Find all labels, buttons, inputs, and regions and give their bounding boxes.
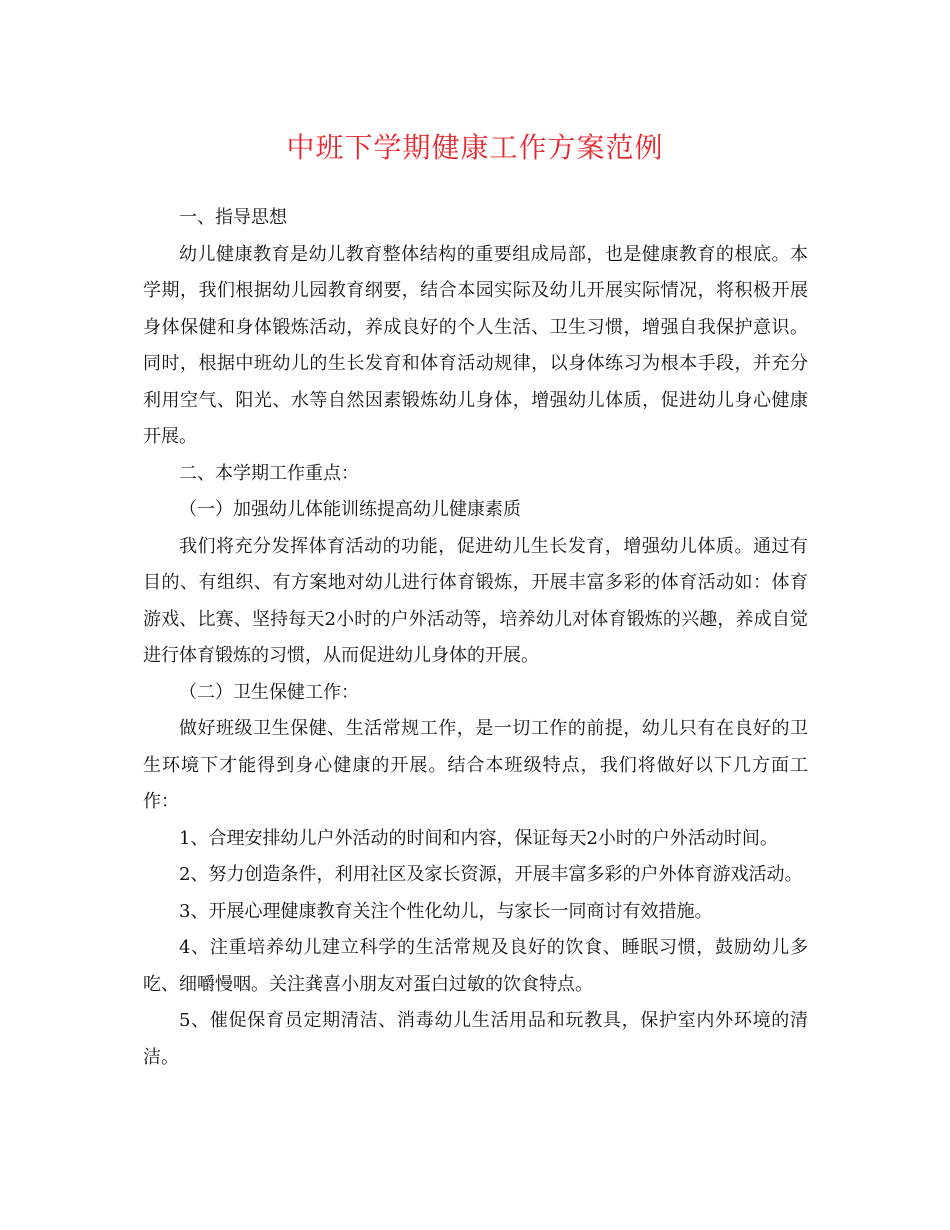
paragraph-physical-training: 我们将充分发挥体育活动的功能，促进幼儿生长发育，增强幼儿体质。通过有目的、有组织、有方案地对幼儿进行体育锻炼，开展丰富多彩的体育活动如：体育游戏、比赛、坚持每天2小时的户外活动等，培养幼儿对体育锻炼的兴趣，养成自觉进行体育锻炼的习惯，从而促进幼儿身体的开展。 [143, 535, 808, 666]
section-heading-key-work: 二、本学期工作重点： [179, 462, 359, 484]
subheading-physical-training: （一）加强幼儿体能训练提高幼儿健康素质 [179, 499, 521, 520]
list-item-4: 4、注重培养幼儿建立科学的生活常规及良好的饮食、睡眠习惯，鼓励幼儿多吃、细嚼慢咽。关注龚喜小朋友对蛋白过敏的饮食特点。 [143, 937, 808, 995]
section-heading-guiding-ideology: 一、指导思想 [179, 207, 287, 228]
list-item-5: 5、催促保育员定期清洁、消毒幼儿生活用品和玩教具，保护室内外环境的清洁。 [143, 1010, 808, 1068]
list-item-2: 2、努力创造条件，利用社区及家长资源，开展丰富多彩的户外体育游戏活动。 [179, 864, 803, 885]
list-item-1: 1、合理安排幼儿户外活动的时间和内容，保证每天2小时的户外活动时间。 [179, 827, 778, 849]
subheading-hygiene-care: （二）卫生保健工作： [179, 681, 359, 703]
document-body [143, 200, 808, 1076]
paragraph-guiding-ideology: 幼儿健康教育是幼儿教育整体结构的重要组成局部，也是健康教育的根底。本学期，我们根据幼儿园教育纲要，结合本园实际及幼儿开展实际情况，将积极开展身体保健和身体锻炼活动，养成良好的个人生活、卫生习惯，增强自我保护意识。同时，根据中班幼儿的生长发育和体育活动规律，以身体练习为根本手段，并充分利用空气、阳光、水等自然因素锻炼幼儿身体，增强幼儿体质，促进幼儿身心健康开展。 [143, 243, 808, 447]
list-item-3: 3、开展心理健康教育关注个性化幼儿，与家长一同商讨有效措施。 [179, 900, 713, 922]
document-title: 中班下学期健康工作方案范例 [286, 131, 664, 164]
paragraph-hygiene-care: 做好班级卫生保健、生活常规工作，是一切工作的前提，幼儿只有在良好的卫生环境下才能得到身心健康的开展。结合本班级特点，我们将做好以下几方面工作： [143, 718, 808, 812]
